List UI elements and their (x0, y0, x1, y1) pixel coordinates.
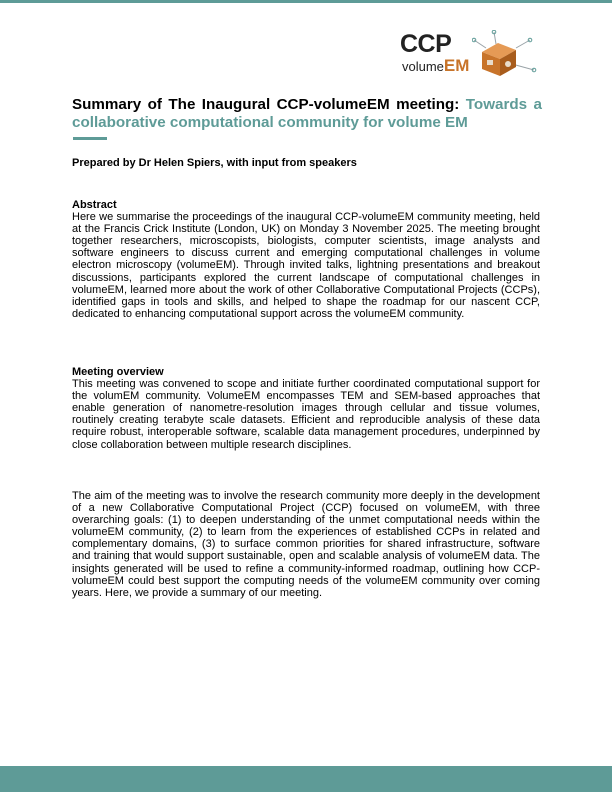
cube-network-icon (472, 30, 550, 80)
meeting-aim-text: The aim of the meeting was to involve the research community more deeply in the development of a new Collaborative Computational Project (CCP) focused on volumeEM, with three overarching goals: (1) to deepen understanding of the unmet computational needs within the volumeEM community, (2) to learn from the experiences of established CCPs in related and complementary domains, (3) to surface common priorities for shared infrastructure, software and training that would support sustainable, open and scalable analysis of volumeEM data. The insights generated will be used to refine a community-informed roadmap, outlining how CCP-volumeEM could best support the computing needs of the volumeEM community over coming years. Here, we provide a summary of our meeting. (72, 490, 540, 599)
abstract-section (72, 199, 540, 320)
logo-volume-text: volume (402, 59, 444, 74)
bottom-accent-bar (0, 766, 612, 792)
title-underline (73, 137, 107, 140)
top-accent-bar (0, 0, 612, 3)
meeting-aim-section (72, 490, 540, 599)
meeting-overview-heading: Meeting overview (72, 366, 164, 378)
abstract-text: Here we summarise the proceedings of the inaugural CCP-volumeEM community meeting, held at the Francis Crick Institute (London, UK) on Monday 3 November 2025. The meeting brought together researchers, microscopists, biologists, computer scientists, image analysts and software engineers to discuss current and emerging computational challenges in volume electron microscopy (volumeEM). Through invited talks, lightning presentations and breakout discussions, participants explored the current landscape of computational challenges in volumeEM, learned more about the work of other Collaborative Computational Projects (CCPs), identified gaps in tools and skills, and helped to shape the roadmap for our nascent CCP, dedicated to enhancing computational support across the volumeEM community. (72, 211, 540, 320)
page-title (72, 96, 542, 132)
title-main: Summary of The Inaugural CCP-volumeEM meeting: (72, 96, 460, 113)
abstract-heading: Abstract (72, 199, 117, 211)
logo-volumeem-text (402, 56, 470, 75)
ccp-volumeem-logo (400, 30, 550, 80)
prepared-by: Prepared by Dr Helen Spiers, with input from speakers (72, 157, 357, 169)
logo-em-text: EM (443, 56, 470, 75)
meeting-overview-text: This meeting was convened to scope and initiate further coordinated computational support for the volumEM community. VolumeEM encompasses TEM and SEM-based approaches that enable generation of nanometre-resolution images through cellular and tissue volumes, routinely creating terabyte scale datasets. Efficient and reproducible analysis of these data require robust, interoperable software, scalable data management procedures, underpinned by close collaboration between multiple research disciplines. (72, 378, 540, 451)
logo-ccp-text: CCP (400, 30, 452, 58)
meeting-overview-section (72, 366, 540, 451)
title-subtitle: Towards a collaborative computational community for volume EM (72, 96, 542, 131)
